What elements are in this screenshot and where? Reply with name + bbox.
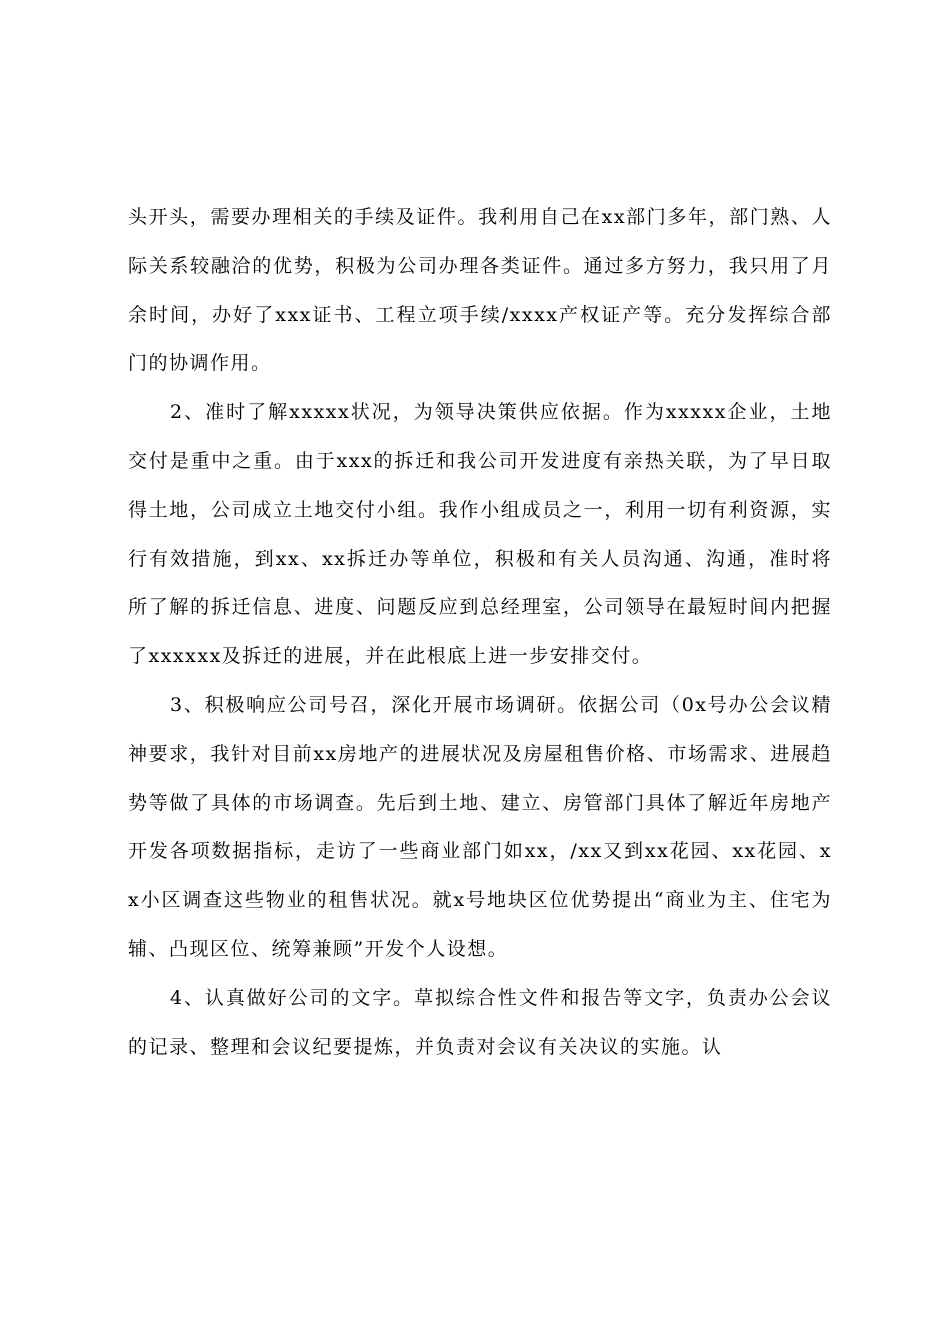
paragraph-item-2: 2、准时了解xxxxx状况，为领导决策供应依据。作为xxxxx企业，土地交付是重中之重。由于xxx的拆迁和我公司开发进度有亲热关联，为了早日取得土地，公司成立土地交付小组。我作小组成员之一，利用一切有利资源，实行有效措施，到xx、xx拆迁办等单位，积极和有关人员沟通、沟通，准时将所了解的拆迁信息、进度、问题反应到总经理室，公司领导在最短时间内把握了xxxxxx及拆迁的进展，并在此根底上进一步安排交付。 [128, 401, 832, 668]
paragraph-continuation: 头开头，需要办理相关的手续及证件。我利用自己在xx部门多年，部门熟、人际关系较融洽的优势，积极为公司办理各类证件。通过多方努力，我只用了月余时间，办好了xxx证书、工程立项手续/xxxx产权证产等。充分发挥综合部门的协调作用。 [128, 206, 832, 375]
paragraph-item-4: 4、认真做好公司的文字。草拟综合性文件和报告等文字，负责办公会议的记录、整理和会议纪要提炼，并负责对会议有关决议的实施。认 [128, 986, 832, 1058]
paragraph-item-3: 3、积极响应公司号召，深化开展市场调研。依据公司（0x号办公会议精神要求，我针对目前xx房地产的进展状况及房屋租售价格、市场需求、进展趋势等做了具体的市场调查。先后到土地、建立、房管部门具体了解近年房地产开发各项数据指标，走访了一些商业部门如xx，/xx又到xx花园、xx花园、xx小区调查这些物业的租售状况。就x号地块区位优势提出“商业为主、住宅为辅、凸现区位、统筹兼顾”开发个人设想。 [128, 693, 832, 960]
document-body [128, 193, 832, 1071]
